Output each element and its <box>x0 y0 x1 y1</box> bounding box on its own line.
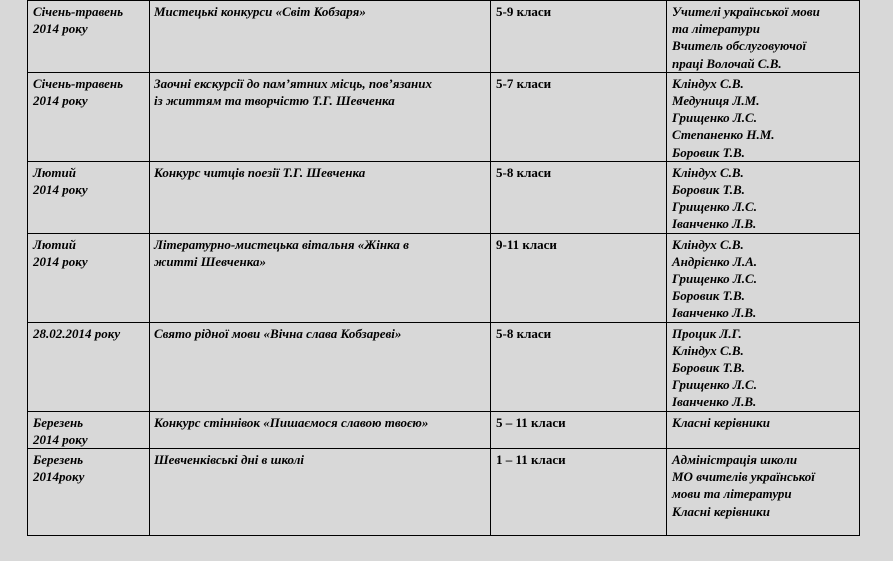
events-table <box>27 0 860 536</box>
responsible-cell: Процик Л.Г. Кліндух С.В. Боровик Т.В. Грищенко Л.С. Іванченко Л.В. <box>667 322 860 411</box>
grades-cell: 5-8 класи <box>491 322 667 411</box>
table-row <box>28 72 860 161</box>
responsible-cell: Кліндух С.В. Медуниця Л.М. Грищенко Л.С. Степаненко Н.М. Боровик Т.В. <box>667 72 860 161</box>
date-cell: Січень-травень 2014 року <box>28 72 150 161</box>
date-cell: Січень-травень 2014 року <box>28 1 150 73</box>
responsible-cell: Класні керівники <box>667 411 860 448</box>
responsible-cell: Кліндух С.В. Боровик Т.В. Грищенко Л.С. Іванченко Л.В. <box>667 161 860 233</box>
date-cell: Березень 2014 року <box>28 411 150 448</box>
event-cell: Конкурс читців поезії Т.Г. Шевченка <box>150 161 491 233</box>
table-row <box>28 233 860 322</box>
event-cell: Конкурс стіннівок «Пишаємося славою твоєю» <box>150 411 491 448</box>
event-cell: Шевченківські дні в школі <box>150 449 491 536</box>
table-row <box>28 411 860 448</box>
responsible-cell: Адміністрація школи МО вчителів української мови та літератури Класні керівники <box>667 449 860 536</box>
grades-cell: 5-9 класи <box>491 1 667 73</box>
table-row <box>28 322 860 411</box>
date-cell: Березень 2014року <box>28 449 150 536</box>
date-cell: Лютий 2014 року <box>28 233 150 322</box>
event-cell: Свято рідної мови «Вічна слава Кобзареві» <box>150 322 491 411</box>
date-cell: Лютий 2014 року <box>28 161 150 233</box>
event-cell: Літературно-мистецька вітальня «Жінка в житті Шевченка» <box>150 233 491 322</box>
responsible-cell: Кліндух С.В. Андрієнко Л.А. Грищенко Л.С. Боровик Т.В. Іванченко Л.В. <box>667 233 860 322</box>
responsible-cell: Учителі української мови та літератури Вчитель обслуговуючої праці Волочай С.В. <box>667 1 860 73</box>
grades-cell: 5-8 класи <box>491 161 667 233</box>
table-row <box>28 449 860 536</box>
table-row <box>28 161 860 233</box>
table-row <box>28 1 860 73</box>
event-cell: Заочні екскурсії до пам’ятних місць, пов’язаних із життям та творчістю Т.Г. Шевченка <box>150 72 491 161</box>
event-cell: Мистецькі конкурси «Світ Кобзаря» <box>150 1 491 73</box>
date-cell: 28.02.2014 року <box>28 322 150 411</box>
grades-cell: 1 – 11 класи <box>491 449 667 536</box>
grades-cell: 5 – 11 класи <box>491 411 667 448</box>
grades-cell: 5-7 класи <box>491 72 667 161</box>
grades-cell: 9-11 класи <box>491 233 667 322</box>
